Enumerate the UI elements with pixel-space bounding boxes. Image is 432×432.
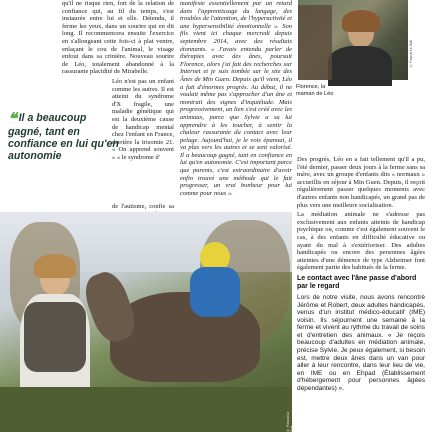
ground: [0, 387, 292, 432]
section-heading: Le contact avec l'âne passe d'abord par le regard: [297, 274, 417, 290]
article-column-middle: [180, 0, 292, 210]
article-paragraph: de l'autisme, confie sa: [112, 203, 174, 211]
woman-vest: [24, 302, 86, 372]
donkey-silhouette: [298, 5, 332, 80]
pull-quote: [8, 112, 120, 162]
article-column-left: [62, 0, 174, 210]
portrait-hair: [342, 10, 380, 32]
photo-credit: © Pascal Le Gall: [409, 40, 413, 68]
pull-quote-spacer: [62, 163, 174, 203]
article-column-right: [297, 156, 425, 432]
pull-quote-text: Il a beaucoup gagné, tant en confiance en lui qu'en autonomie: [8, 112, 119, 162]
article-paragraph: La médiation animale ne s'adresse pas exclusivement aux enfants atteints de handicap psychique ou, comme c'est également souvent le cas, à des enfants en difficulté éducative ou ayant du mal à s'extérioriser. Des adultes handicapés ou encore des personnes âgées atteintes d'une démence de type Alzheimer font également partie des habitués de la ferme.: [297, 211, 425, 272]
article-paragraph: manifeste essentiellement par un retard dans l'apprentissage du langage, des troubles de l'attention, de l'hyperactivité et une hypersensibilité émotionnelle ». Son fils vient ici chaque mercredi depuis septembre 2014, avec des résultats étonnants. « J'avais entendu parler de thérapies avec des ânes, poursuit Florence, alors j'ai fait des recherches sur Internet et je suis tombée sur le site des Ânes de Min Guen. Depuis qu'il vient, Léo a fait d'énormes progrès. Au début, il ne voulait même pas s'approcher d'un âne et montrait des signes d'inquiétude. Mais progressivement, un lien s'est créé avec les animaux, parce que Sylvie a su lui apprendre à les toucher, à sentir la chaleur rassurante du contact avec leur pelage. Aujourd'hui, je le vois épanoui, il va plus vers les autres et se sent valorisé. Il a beaucoup gagné, tant en confiance en lui qu'en autonomie. C'est important parce que parents, c'est extraordinaire d'avoir enfin trouvé une méthode qui le fait progresser, un vrai bonheur pour lui comme pour nous ».: [180, 0, 292, 197]
quote-mark-icon: ❝: [8, 111, 17, 128]
photo-leo-on-donkey: [0, 212, 292, 432]
article-paragraph: qu'il ne risque rien, fort de la relation de confiance qui, au fil du temps, s'est instaurée entre lui et elle. Détendu, il ferme les yeux, dans un sourire qui en dit long. Il recommencera ensuite l'exercice en s'allongeant cette fois-ci à plat ventre, enlaçant le cou de l'animal, le visage enfoui dans sa crinière. Nouveau sourire de Léo, totalement abandonné à la rassurante placidité de Mirabelle.: [62, 0, 174, 76]
article-paragraph: Léo n'est pas un enfant comme les autres. Il est atteint du syndrome d'X fragile, une maladie génétique qui est la deuxième cause de handicap mental chez l'enfant en France, derrière la trisomie 21. « On apprend souvent » « le syndrome d': [112, 77, 174, 161]
portrait-coat: [328, 46, 392, 86]
article-paragraph: Lors de notre visite, nous avons rencontré Jérôme et Robert, deux adultes handicapés, venus d'un institut médico-éducatif (IME) voisin. Ils séjournent une semaine à la ferme et vivent au rythme du travail de soins et d'entretien des animaux. « Je reçois beaucoup d'adultes en médiation animale, précise Sylvie. Je peux également, si besoin est, mettre deux ânes dans un van pour aller à leur rencontre, dans leur lieu de vie, en IME ou en Ehpad (Établissement d'hébergement pour personnes âgées dépendantes) ».: [297, 293, 425, 393]
photo-caption: Florence, la maman de Léo: [296, 84, 334, 97]
woman-hair: [34, 254, 76, 278]
photo-florence-portrait: [298, 0, 408, 80]
photo-credit: © Pascal Le Gall: [286, 411, 294, 432]
article-paragraph: Des progrès, Léo en a fait tellement qu'il a pu, l'été dernier, passer deux jours à la ferme sans sa mère, avec un groupe d'enfants dits « normaux » accueillis en séjour à Min Guen. Depuis, il reçoit régulièrement passer quelques moments avec d'autres enfants non handicapés, un grand pas de plus vers une meilleure socialisation.: [297, 156, 425, 209]
child-jacket: [190, 267, 240, 317]
